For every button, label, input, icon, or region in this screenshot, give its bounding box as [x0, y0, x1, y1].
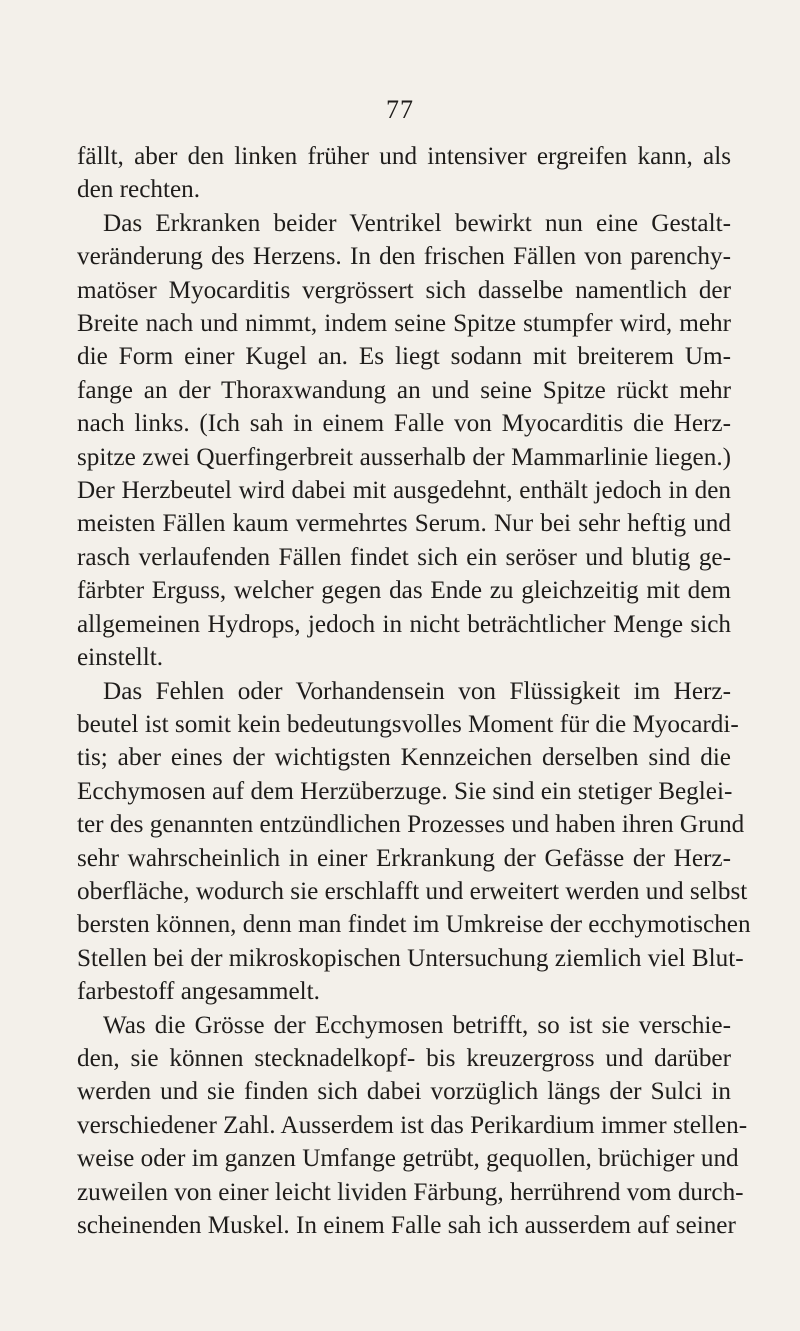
- text-line: Ecchymosen auf dem Herzüberzuge. Sie sind ein stetiger Beglei-: [77, 777, 733, 805]
- text-line: werden und sie finden sich dabei vorzüglich längs der Sulci in: [77, 1078, 731, 1106]
- text-line: weise oder im ganzen Umfange getrübt, gequollen, brüchiger und: [77, 1145, 739, 1173]
- text-line: Der Herzbeutel wird dabei mit ausgedehnt, enthält jedoch in den: [77, 477, 731, 505]
- text-line: die Form einer Kugel an. Es liegt sodann mit breiterem Um-: [77, 343, 731, 371]
- page-number: 77: [386, 95, 414, 124]
- text-line: sehr wahrscheinlich in einer Erkrankung der Gefässe der Herz-: [77, 844, 731, 872]
- text-line: farbestoff angesammelt.: [77, 978, 320, 1006]
- text-line: nach links. (Ich sah in einem Falle von Myocarditis die Herz-: [77, 410, 731, 438]
- text-line: spitze zwei Querfingerbreit ausserhalb der Mammarlinie liegen.): [77, 443, 731, 471]
- body-text: [77, 140, 751, 1242]
- text-line: Stellen bei der mikroskopischen Untersuchung ziemlich viel Blut-: [77, 944, 744, 972]
- text-line: ter des genannten entzündlichen Prozesses und haben ihren Grund: [77, 811, 745, 839]
- text-line: beutel ist somit kein bedeutungsvolles Moment für die Myocardi-: [77, 710, 739, 738]
- text-line: färbter Erguss, welcher gegen das Ende zu gleichzeitig mit dem: [77, 577, 731, 605]
- text-line: zuweilen von einer leicht lividen Färbung, herrührend vom durch-: [77, 1178, 744, 1206]
- text-line: rasch verlaufenden Fällen findet sich ein seröser und blutig ge-: [77, 543, 731, 571]
- text-line: scheinenden Muskel. In einem Falle sah ich ausserdem auf seiner: [77, 1212, 736, 1239]
- text-line: einstellt.: [77, 644, 164, 672]
- text-line: Das Erkranken beider Ventrikel bewirkt nun eine Gestalt-: [103, 209, 731, 237]
- text-line: den rechten.: [77, 176, 201, 204]
- text-line: Das Fehlen oder Vorhandensein von Flüssigkeit im Herz-: [103, 677, 731, 705]
- text-line: Was die Grösse der Ecchymosen betrifft, so ist sie verschie-: [103, 1011, 731, 1039]
- text-line: allgemeinen Hydrops, jedoch in nicht beträchtlicher Menge sich: [77, 610, 731, 638]
- text-line: verschiedener Zahl. Ausserdem ist das Perikardium immer stellen-: [77, 1111, 748, 1139]
- text-line: veränderung des Herzens. In den frischen Fällen von parenchy-: [77, 243, 731, 271]
- text-line: oberfläche, wodurch sie erschlafft und erweitert werden und selbst: [77, 877, 748, 905]
- text-line: matöser Myocarditis vergrössert sich dasselbe namentlich der: [77, 276, 731, 304]
- text-line: den, sie können stecknadelkopf- bis kreuzergross und darüber: [77, 1044, 731, 1072]
- text-line: tis; aber eines der wichtigsten Kennzeichen derselben sind die: [77, 744, 731, 772]
- text-line: bersten können, denn man findet im Umkreise der ecchymotischen: [77, 911, 751, 939]
- text-line: meisten Fällen kaum vermehrtes Serum. Nur bei sehr heftig und: [77, 510, 731, 538]
- text-line: fange an der Thoraxwandung an und seine Spitze rückt mehr: [77, 376, 731, 404]
- text-line: Breite nach und nimmt, indem seine Spitze stumpfer wird, mehr: [77, 310, 731, 338]
- text-line: fällt, aber den linken früher und intensiver ergreifen kann, als: [77, 143, 731, 170]
